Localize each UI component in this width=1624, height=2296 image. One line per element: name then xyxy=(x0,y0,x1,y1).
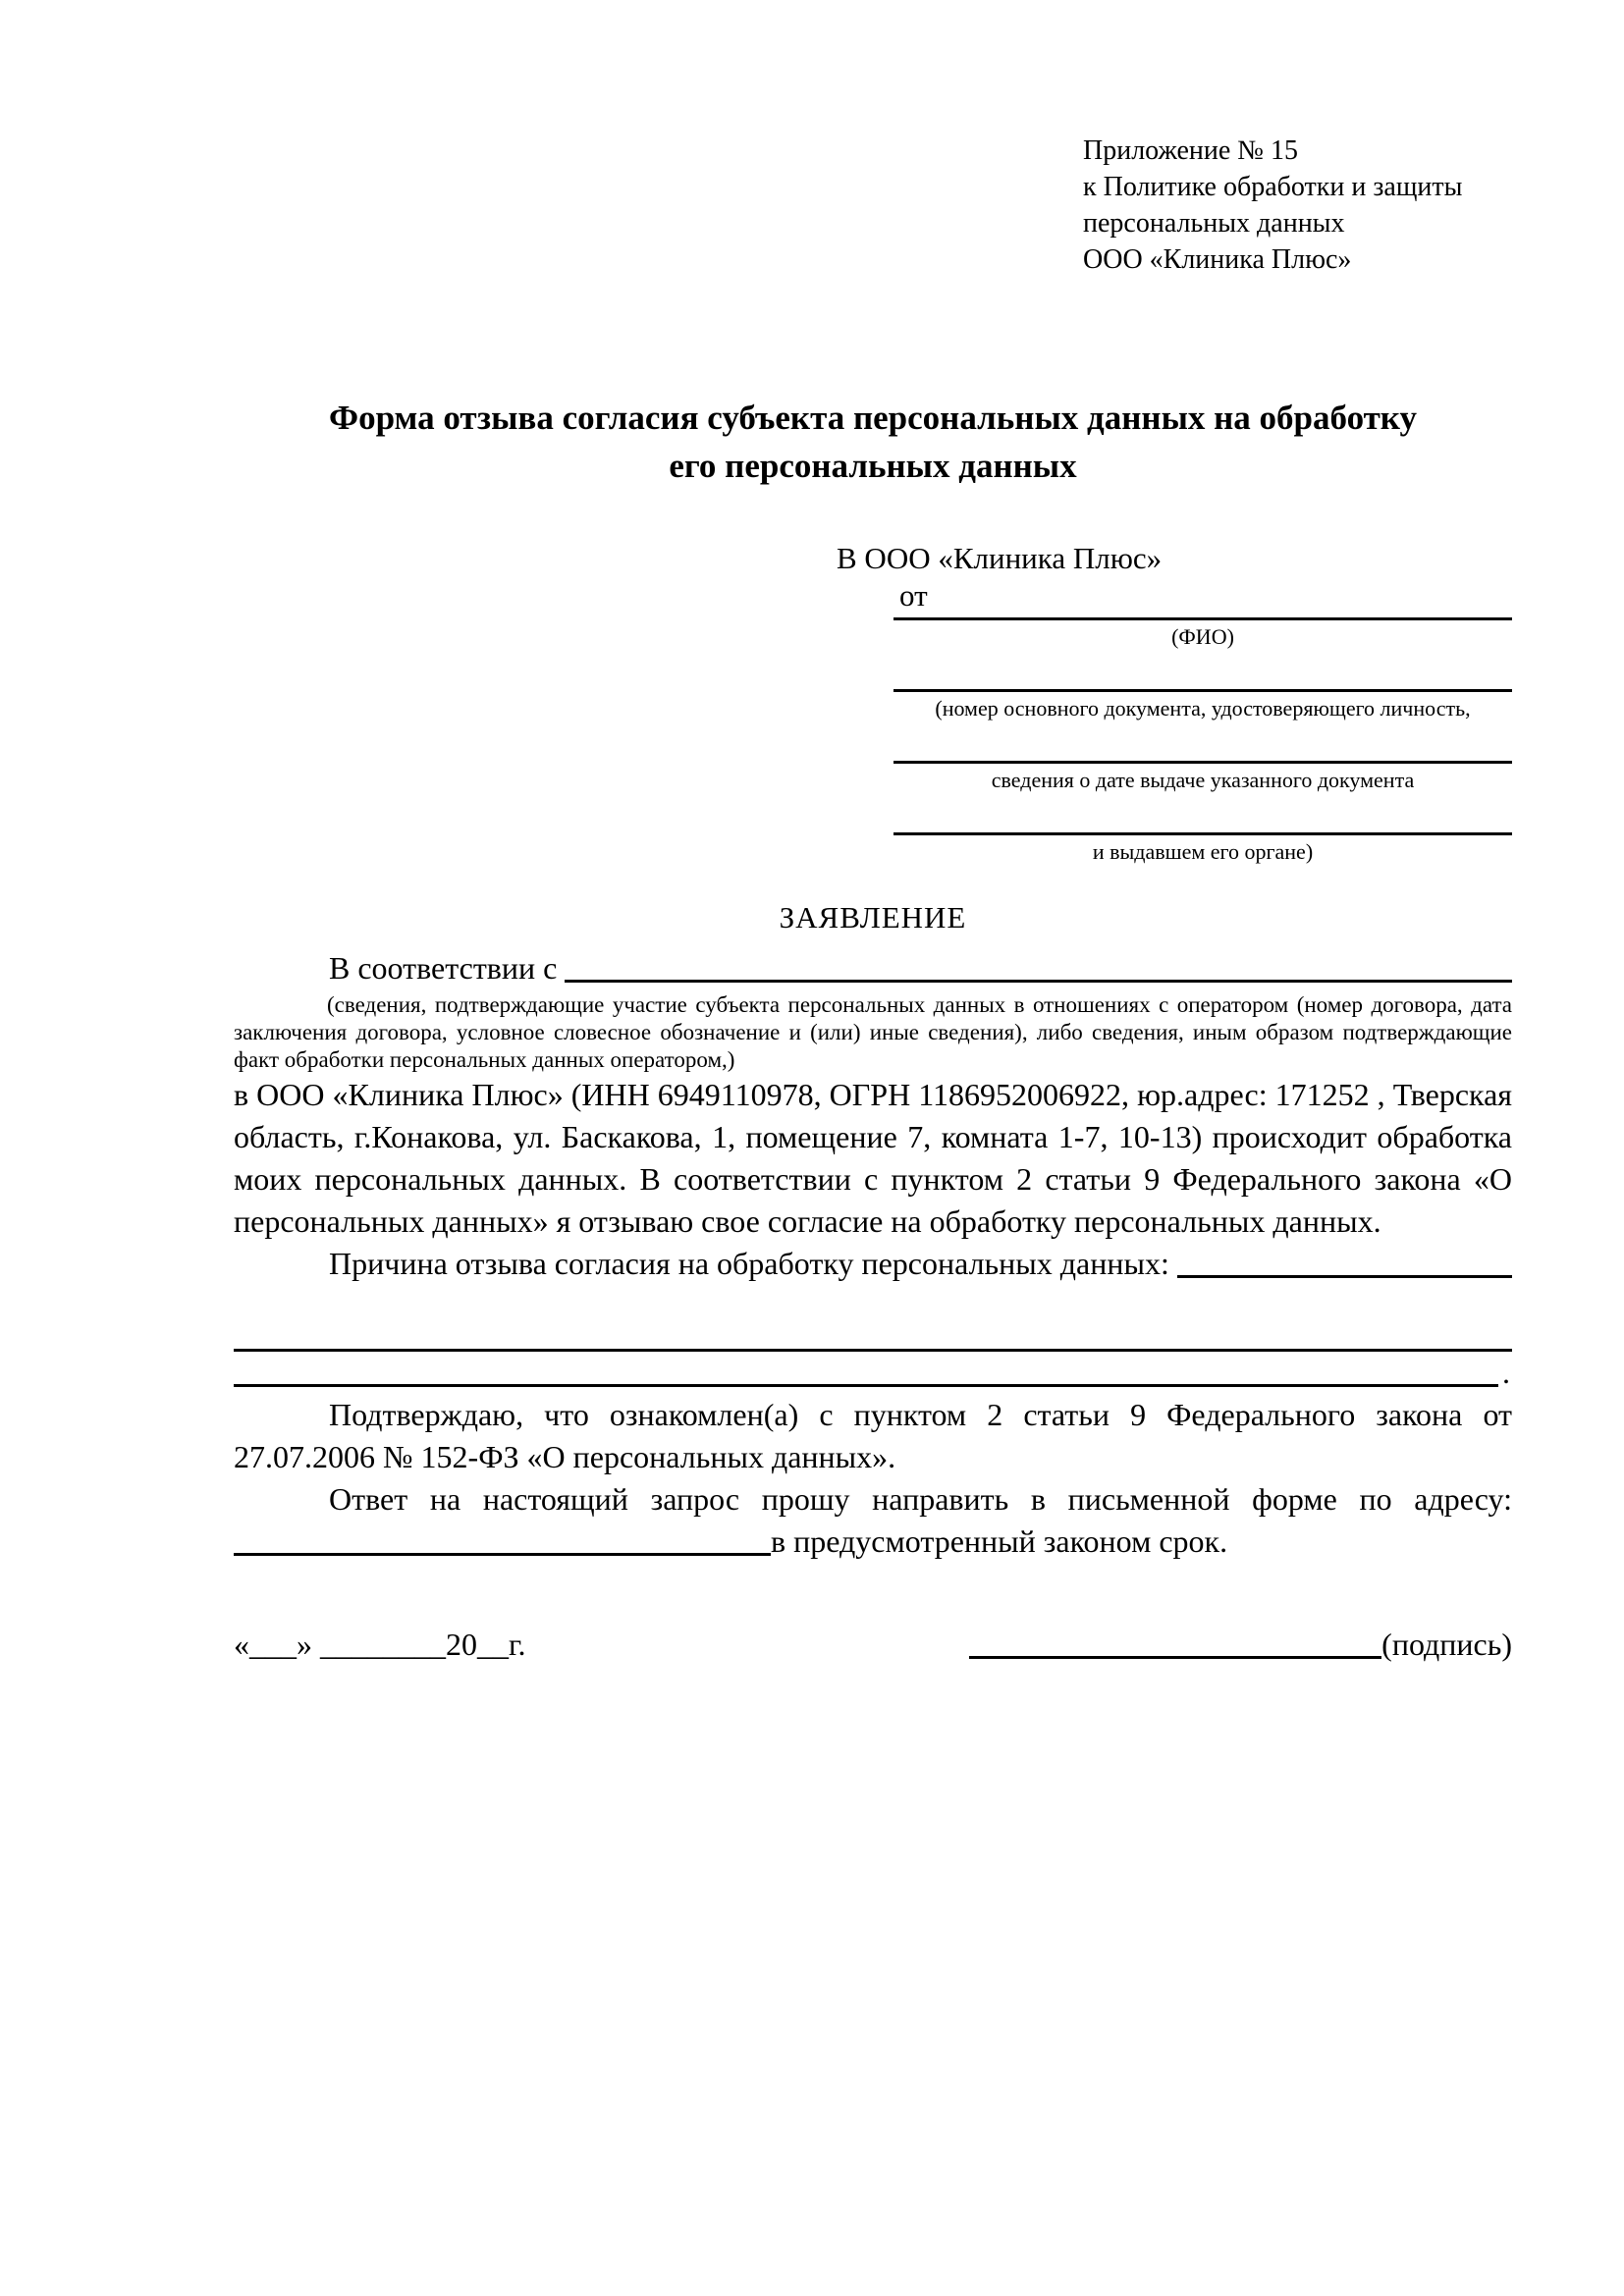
signature-area xyxy=(969,1624,1512,1666)
reason-blank-line-2 xyxy=(234,1307,1512,1352)
reason-blank-line xyxy=(1177,1243,1512,1278)
reply-address-blank-line xyxy=(234,1521,771,1556)
fio-blank-line xyxy=(893,614,1512,620)
signature-caption: (подпись) xyxy=(1381,1627,1512,1662)
doc-date-blank-line xyxy=(893,757,1512,764)
reason-row xyxy=(234,1243,1512,1285)
fio-caption: (ФИО) xyxy=(1171,624,1234,649)
addressee-field-doc-issuer xyxy=(837,828,1512,865)
addressee-field-doc-date xyxy=(837,757,1512,828)
header-ref-line: Приложение № 15 xyxy=(1083,135,1298,166)
statement-heading: ЗАЯВЛЕНИЕ xyxy=(779,900,967,934)
addressee-field-doc-number xyxy=(837,685,1512,757)
accordance-blank-line xyxy=(565,947,1512,983)
doc-date-caption: сведения о дате выдаче указанного документа xyxy=(991,768,1415,792)
doc-issuer-blank-line xyxy=(893,828,1512,835)
addressee-block xyxy=(837,539,1512,865)
header-ref-line: ООО «Клиника Плюс» xyxy=(1083,244,1352,275)
reply-tail: в предусмотренный законом срок. xyxy=(771,1523,1228,1559)
reply-paragraph-lead: Ответ на настоящий запрос прошу направить в письменной форме по адресу: xyxy=(329,1481,1512,1517)
footnote: (сведения, подтверждающие участие субъекта персональных данных в отношениях с оператором (номер договора, дата заключения договора, условное словесное обозначение и (или) иные сведения), либо сведения, иным образом подтверждающие факт обработки персональных данных оператором,) xyxy=(234,992,1512,1072)
addressee-field-fio xyxy=(837,614,1512,685)
accordance-row xyxy=(234,947,1512,989)
header-ref-line: персональных данных xyxy=(1083,208,1345,239)
body-paragraph: в ООО «Клиника Плюс» (ИНН 6949110978, ОГРН 1186952006922, юр.адрес: 171252 , Тверская область, г.Конакова, ул. Баскакова, 1, помещение 7, комната 1-7, 10-13) происходит обработка моих персональных данных. В соответствии с пунктом 2 статьи 9 Федерального закона «О персональных данных» я отзываю свое согласие на обработку персональных данных. xyxy=(234,1077,1512,1239)
doc-issuer-caption: и выдавшем его органе) xyxy=(1092,839,1314,864)
document-title-line: его персональных данных xyxy=(669,447,1077,485)
document-title xyxy=(234,394,1512,490)
confirm-paragraph: Подтверждаю, что ознакомлен(а) с пунктом 2 статьи 9 Федерального закона от 27.07.2006 № 152-ФЗ «О персональных данных». xyxy=(234,1397,1512,1474)
accordance-lead: В соответствии с xyxy=(329,950,566,986)
header-ref-line: к Политике обработки и защиты xyxy=(1083,172,1463,202)
date-blank: «___» ________20__г. xyxy=(234,1627,526,1662)
addressee-to: В ООО «Клиника Плюс» xyxy=(837,541,1163,575)
signature-blank-line xyxy=(969,1624,1381,1659)
addressee-from-label: от xyxy=(899,578,928,613)
reason-lead: Причина отзыва согласия на обработку персональных данных: xyxy=(329,1246,1177,1281)
reason-line-period: . xyxy=(1502,1355,1510,1390)
reason-blank-row-3 xyxy=(234,1352,1512,1394)
header-reference-block xyxy=(1083,133,1512,278)
reply-address-row xyxy=(234,1521,1512,1563)
doc-number-caption: (номер основного документа, удостоверяющего личность, xyxy=(935,696,1471,721)
document-title-line: Форма отзыва согласия субъекта персональных данных на обработку xyxy=(329,399,1417,437)
signature-row xyxy=(234,1624,1512,1666)
reason-blank-line-3 xyxy=(234,1352,1498,1387)
doc-number-blank-line xyxy=(893,685,1512,692)
